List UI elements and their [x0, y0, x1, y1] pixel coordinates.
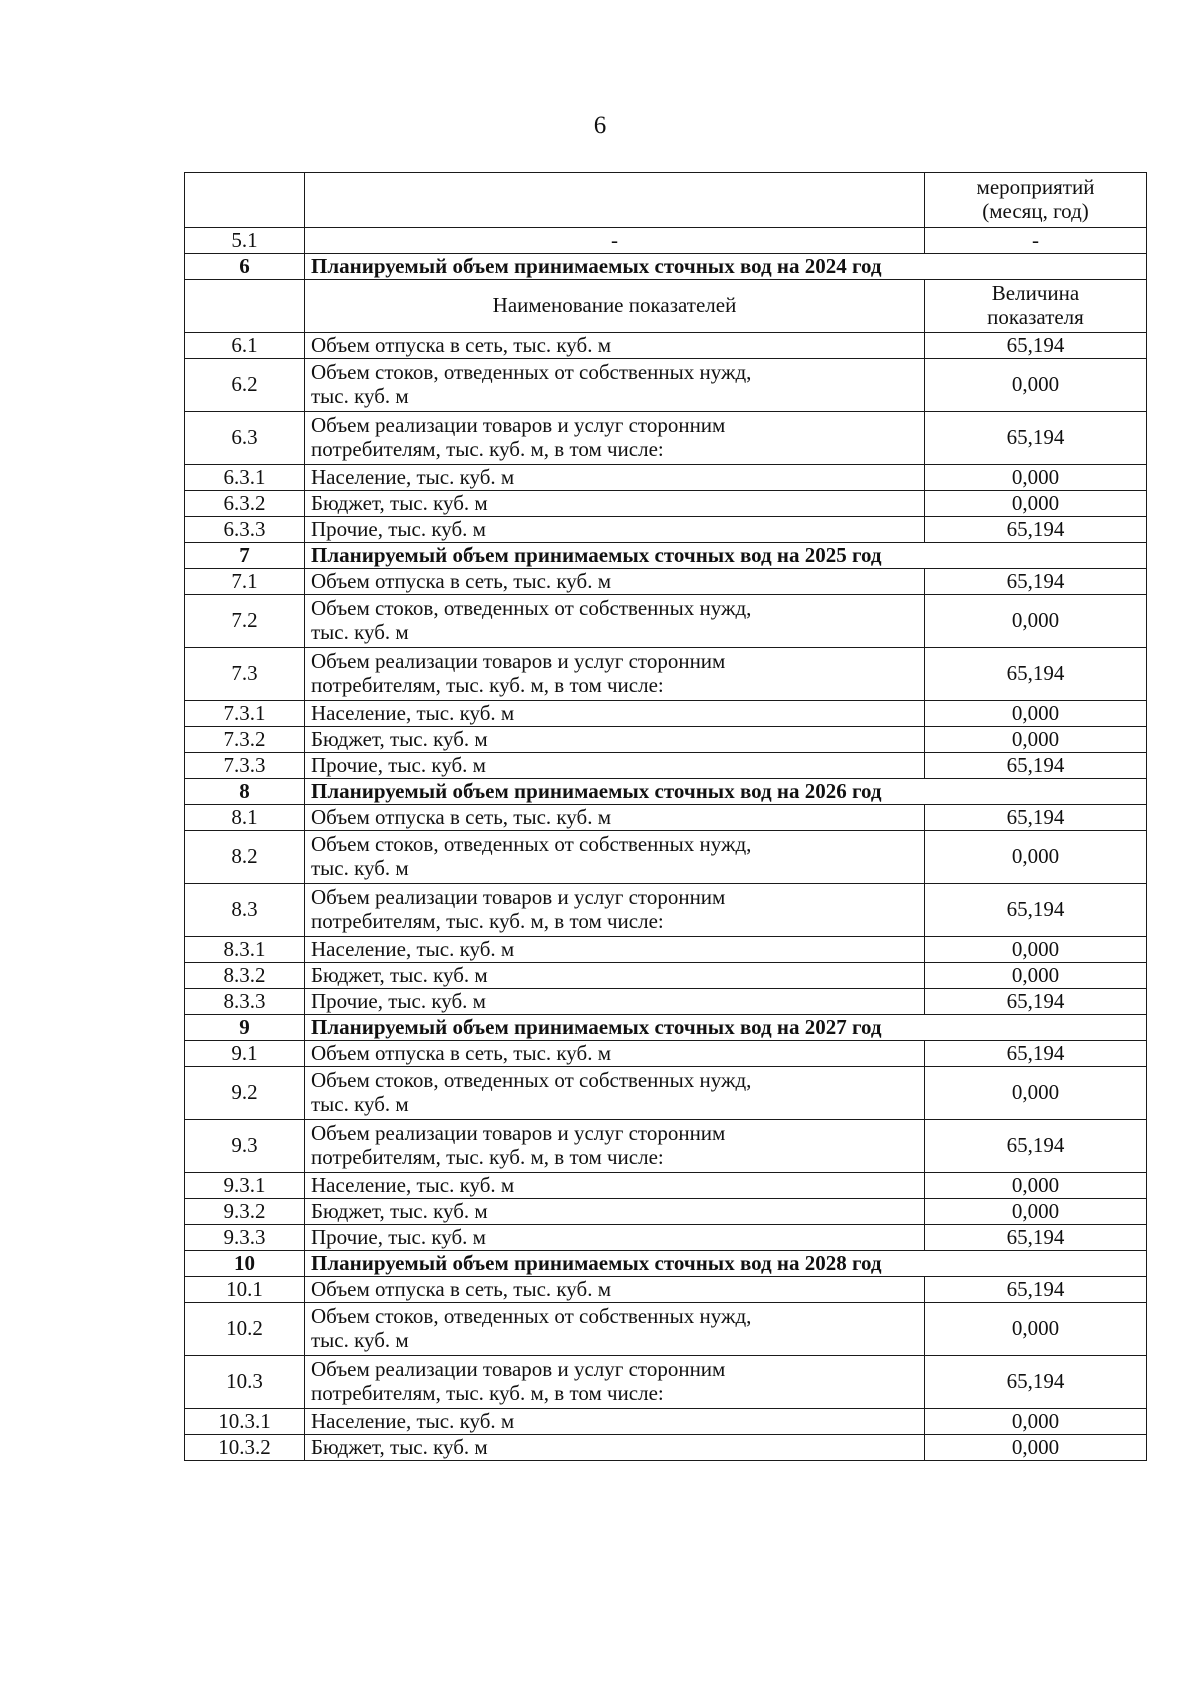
row-number: 10.2: [185, 1303, 305, 1356]
row-number: 7.3.1: [185, 701, 305, 727]
section-number: 7: [185, 543, 305, 569]
header-value-cell: [925, 173, 1147, 228]
table-row: [185, 1409, 1147, 1435]
row-name-cell: [305, 359, 925, 412]
row-name-line2: тыс. куб. м: [311, 1092, 409, 1116]
row-value: 65,194: [925, 1120, 1147, 1173]
row-value: 65,194: [925, 517, 1147, 543]
table-row: [185, 1067, 1147, 1120]
table-row: [185, 491, 1147, 517]
row-number: 8.3.2: [185, 963, 305, 989]
row-name-cell: [305, 1067, 925, 1120]
row-name-cell: [305, 937, 925, 963]
row-name-cell: [305, 727, 925, 753]
row-number: 10.3.1: [185, 1409, 305, 1435]
row-number: 9.3.2: [185, 1199, 305, 1225]
row-number: 6.3.3: [185, 517, 305, 543]
row-value: 0,000: [925, 727, 1147, 753]
row-value: 65,194: [925, 805, 1147, 831]
row-value: -: [925, 228, 1147, 254]
row-name-line1: Объем реализации товаров и услуг сторонним: [311, 1357, 726, 1382]
row-value: 0,000: [925, 595, 1147, 648]
row-value: 65,194: [925, 884, 1147, 937]
row-value: 0,000: [925, 701, 1147, 727]
row-name-line2: потребителям, тыс. куб. м, в том числе:: [311, 437, 664, 461]
row-name-line1: Население, тыс. куб. м: [311, 700, 515, 725]
table-row: [185, 1173, 1147, 1199]
row-number: 10.3.2: [185, 1435, 305, 1461]
row-name-cell: [305, 805, 925, 831]
section-header-row: [185, 1251, 1147, 1277]
subheader-num-cell: [185, 280, 305, 333]
row-number: 9.2: [185, 1067, 305, 1120]
table-row: [185, 1303, 1147, 1356]
section-number: 10: [185, 1251, 305, 1277]
row-number: 8.2: [185, 831, 305, 884]
row-number: 9.3: [185, 1120, 305, 1173]
table-row: [185, 228, 1147, 254]
table-row: [185, 1435, 1147, 1461]
row-name-line1: Объем отпуска в сеть, тыс. куб. м: [311, 1040, 611, 1065]
row-value: 0,000: [925, 1199, 1147, 1225]
subheader-value-cell: [925, 280, 1147, 333]
section-title: Планируемый объем принимаемых сточных вод на 2028 год: [305, 1251, 1147, 1277]
row-name-line1: Объем отпуска в сеть, тыс. куб. м: [311, 1276, 611, 1301]
row-number: 8.3.1: [185, 937, 305, 963]
row-number: 6.3.1: [185, 465, 305, 491]
row-name-line1: Объем реализации товаров и услуг сторонним: [311, 885, 726, 910]
header-name-cell: [305, 173, 925, 228]
row-number: 9.3.1: [185, 1173, 305, 1199]
table-row: [185, 1199, 1147, 1225]
row-value: 0,000: [925, 1067, 1147, 1120]
row-number: 7.2: [185, 595, 305, 648]
row-number: 6.1: [185, 333, 305, 359]
row-number: 8.3.3: [185, 989, 305, 1015]
row-value: 65,194: [925, 1356, 1147, 1409]
row-value: 0,000: [925, 465, 1147, 491]
row-name-cell: [305, 491, 925, 517]
row-name-line1: Население, тыс. куб. м: [311, 464, 515, 489]
table-row: [185, 753, 1147, 779]
row-value: 65,194: [925, 1277, 1147, 1303]
row-name-cell: [305, 884, 925, 937]
table-row: [185, 963, 1147, 989]
table-row: [185, 1356, 1147, 1409]
row-name-line2: тыс. куб. м: [311, 384, 409, 408]
table-row: [185, 333, 1147, 359]
row-name: -: [305, 228, 925, 254]
table-row: [185, 412, 1147, 465]
table-row: [185, 989, 1147, 1015]
row-number: 6.3: [185, 412, 305, 465]
row-name-line1: Население, тыс. куб. м: [311, 936, 515, 961]
subheader-value-line2: показателя: [987, 305, 1084, 329]
row-name-line2: потребителям, тыс. куб. м, в том числе:: [311, 909, 664, 933]
row-name-cell: [305, 701, 925, 727]
table-row: [185, 569, 1147, 595]
row-name-cell: [305, 517, 925, 543]
section-number: 6: [185, 254, 305, 280]
row-name-line1: Прочие, тыс. куб. м: [311, 752, 486, 777]
row-name-cell: [305, 569, 925, 595]
row-name-line2: потребителям, тыс. куб. м, в том числе:: [311, 673, 664, 697]
row-name-line1: Объем стоков, отведенных от собственных нужд,: [311, 832, 752, 857]
section-number: 8: [185, 779, 305, 805]
table-row: [185, 701, 1147, 727]
row-number: 7.3.2: [185, 727, 305, 753]
table-row: [185, 831, 1147, 884]
row-value: 65,194: [925, 569, 1147, 595]
table-row: [185, 1120, 1147, 1173]
subheader-row: [185, 280, 1147, 333]
row-name-line2: тыс. куб. м: [311, 856, 409, 880]
table-row: [185, 648, 1147, 701]
row-name-cell: [305, 1409, 925, 1435]
table-row: [185, 727, 1147, 753]
section-header-row: [185, 1015, 1147, 1041]
table-row: [185, 517, 1147, 543]
row-value: 65,194: [925, 753, 1147, 779]
row-name-line1: Бюджет, тыс. куб. м: [311, 1198, 488, 1223]
row-name-cell: [305, 753, 925, 779]
section-title: Планируемый объем принимаемых сточных вод на 2025 год: [305, 543, 1147, 569]
row-name-cell: [305, 831, 925, 884]
table-row: [185, 937, 1147, 963]
row-name-line1: Объем стоков, отведенных от собственных нужд,: [311, 1304, 752, 1329]
row-number: 7.3: [185, 648, 305, 701]
row-name-line2: тыс. куб. м: [311, 1328, 409, 1352]
row-name-cell: [305, 1277, 925, 1303]
row-name-cell: [305, 1356, 925, 1409]
row-name-cell: [305, 1435, 925, 1461]
row-name-line1: Объем реализации товаров и услуг сторонним: [311, 413, 726, 438]
row-value: 0,000: [925, 963, 1147, 989]
table-row: [185, 595, 1147, 648]
row-value: 0,000: [925, 1173, 1147, 1199]
header-value-line1: мероприятий: [976, 175, 1095, 200]
table-row: [185, 805, 1147, 831]
section-header-row: [185, 543, 1147, 569]
section-header-row: [185, 779, 1147, 805]
row-name-line1: Объем отпуска в сеть, тыс. куб. м: [311, 568, 611, 593]
row-value: 0,000: [925, 359, 1147, 412]
row-name-line1: Прочие, тыс. куб. м: [311, 1224, 486, 1249]
row-value: 0,000: [925, 1303, 1147, 1356]
row-name-cell: [305, 648, 925, 701]
row-name-cell: [305, 412, 925, 465]
section-title: Планируемый объем принимаемых сточных вод на 2024 год: [305, 254, 1147, 280]
table-row: [185, 1225, 1147, 1251]
row-name-cell: [305, 1041, 925, 1067]
row-number: 7.3.3: [185, 753, 305, 779]
row-name-line2: тыс. куб. м: [311, 620, 409, 644]
row-name-line1: Объем отпуска в сеть, тыс. куб. м: [311, 332, 611, 357]
row-value: 0,000: [925, 1409, 1147, 1435]
row-number: 7.1: [185, 569, 305, 595]
row-number: 6.2: [185, 359, 305, 412]
table-row: [185, 884, 1147, 937]
table-row: [185, 359, 1147, 412]
row-number: 6.3.2: [185, 491, 305, 517]
row-name-line1: Бюджет, тыс. куб. м: [311, 490, 488, 515]
row-number: 9.1: [185, 1041, 305, 1067]
row-name-line1: Объем стоков, отведенных от собственных нужд,: [311, 360, 752, 385]
row-name-line1: Объем стоков, отведенных от собственных нужд,: [311, 1068, 752, 1093]
row-name-line1: Бюджет, тыс. куб. м: [311, 726, 488, 751]
row-number: 10.3: [185, 1356, 305, 1409]
row-value: 65,194: [925, 648, 1147, 701]
row-value: 65,194: [925, 412, 1147, 465]
row-number: 9.3.3: [185, 1225, 305, 1251]
subheader-name: Наименование показателей: [305, 280, 925, 333]
row-value: 0,000: [925, 1435, 1147, 1461]
row-name-line1: Объем стоков, отведенных от собственных нужд,: [311, 596, 752, 621]
row-number: 10.1: [185, 1277, 305, 1303]
row-name-line1: Население, тыс. куб. м: [311, 1172, 515, 1197]
row-name-cell: [305, 989, 925, 1015]
row-name-line1: Население, тыс. куб. м: [311, 1408, 515, 1433]
row-value: 65,194: [925, 1225, 1147, 1251]
row-name-line1: Объем отпуска в сеть, тыс. куб. м: [311, 804, 611, 829]
page-number: 6: [593, 112, 607, 139]
row-value: 0,000: [925, 937, 1147, 963]
row-name-cell: [305, 595, 925, 648]
row-name-line2: потребителям, тыс. куб. м, в том числе:: [311, 1381, 664, 1405]
row-name-cell: [305, 465, 925, 491]
row-number: 8.3: [185, 884, 305, 937]
indicators-table: [184, 172, 1147, 1461]
table-row: [185, 1277, 1147, 1303]
row-name-line1: Объем реализации товаров и услуг сторонним: [311, 649, 726, 674]
table-header-row: [185, 173, 1147, 228]
row-name-cell: [305, 1199, 925, 1225]
row-name-line1: Бюджет, тыс. куб. м: [311, 1434, 488, 1459]
row-value: 65,194: [925, 989, 1147, 1015]
section-title: Планируемый объем принимаемых сточных вод на 2027 год: [305, 1015, 1147, 1041]
section-header-row: [185, 254, 1147, 280]
section-title: Планируемый объем принимаемых сточных вод на 2026 год: [305, 779, 1147, 805]
row-value: 0,000: [925, 831, 1147, 884]
row-name-cell: [305, 1225, 925, 1251]
row-name-line1: Бюджет, тыс. куб. м: [311, 962, 488, 987]
row-name-cell: [305, 1303, 925, 1356]
row-name-cell: [305, 333, 925, 359]
row-number: 5.1: [185, 228, 305, 254]
header-value-line2: (месяц, год): [982, 199, 1089, 223]
row-name-line1: Прочие, тыс. куб. м: [311, 988, 486, 1013]
row-value: 65,194: [925, 1041, 1147, 1067]
row-name-cell: [305, 1173, 925, 1199]
row-number: 8.1: [185, 805, 305, 831]
table-row: [185, 1041, 1147, 1067]
row-name-line2: потребителям, тыс. куб. м, в том числе:: [311, 1145, 664, 1169]
section-number: 9: [185, 1015, 305, 1041]
header-num-cell: [185, 173, 305, 228]
row-value: 65,194: [925, 333, 1147, 359]
row-name-cell: [305, 963, 925, 989]
row-name-cell: [305, 1120, 925, 1173]
row-value: 0,000: [925, 491, 1147, 517]
table-row: [185, 465, 1147, 491]
row-name-line1: Прочие, тыс. куб. м: [311, 516, 486, 541]
subheader-value-line1: Величина: [991, 281, 1080, 306]
row-name-line1: Объем реализации товаров и услуг сторонним: [311, 1121, 726, 1146]
